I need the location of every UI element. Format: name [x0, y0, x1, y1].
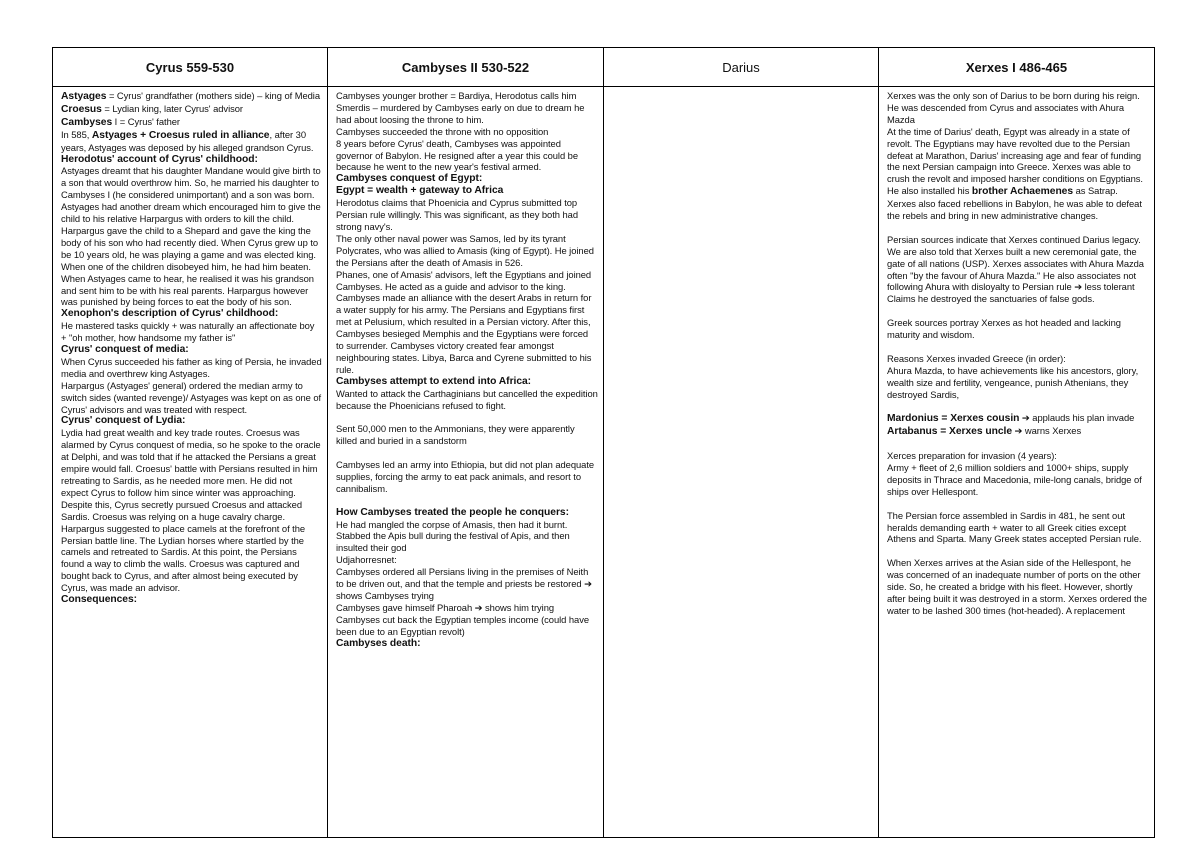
section-heading: Egypt = wealth + gateway to Africa [336, 185, 504, 197]
paragraph [336, 519, 598, 531]
cyrus-cell [53, 87, 328, 838]
spacer [887, 341, 1149, 353]
paragraph [887, 234, 1149, 294]
paragraph [887, 293, 1149, 305]
body-text: He mastered tasks quickly + was naturally an affectionate boy + "oh mother, how handsome my father is" [61, 320, 315, 344]
section-heading: Xenophon's description of Cyrus' childhood: [61, 308, 279, 320]
paragraph [336, 554, 598, 566]
section-heading: Herodotus' account of Cyrus' childhood: [61, 153, 258, 165]
paragraph [887, 510, 1149, 546]
header-cyrus: Cyrus 559-530 [53, 48, 328, 87]
paragraph [336, 126, 598, 138]
emphasis-text: Astyages + Croesus ruled in alliance [91, 129, 270, 141]
paragraph [336, 459, 598, 495]
paragraph [336, 269, 598, 376]
body-text: = Cyrus' grandfather (mothers side) – king of Media [106, 90, 321, 101]
body-text: Udjahorresnet: [336, 554, 397, 566]
paragraph [61, 380, 322, 416]
paragraph [61, 116, 322, 129]
paragraph [61, 320, 322, 344]
paragraph [336, 233, 598, 269]
section-heading: Cambyses conquest of Egypt: [336, 173, 483, 185]
paragraph [61, 129, 322, 154]
body-text: Harpargus (Astyages' general) ordered the median army to switch sides (wanted revenge)/ Astyages was kept on as one of Cyrus' advisors and was treated with respect. [61, 379, 322, 415]
body-text: He had mangled the corpse of Amasis, then had it burnt. [336, 518, 568, 530]
body-text: ➔ warns Xerxes [1012, 425, 1082, 437]
body-text: as Satrap. Xerxes also faced rebellions in Babylon, he was able to defeat the rebels and bring in new administrative changes. [887, 185, 1142, 222]
spacer [887, 545, 1149, 557]
body-text: Wanted to attack the Carthaginians but cancelled the expedition because the Phoenicians refused to fight. [336, 387, 598, 411]
paragraph [336, 197, 598, 233]
paragraph [61, 90, 322, 103]
body-text: ➔ applauds his plan invade [1019, 412, 1135, 424]
body-text: Herodotus claims that Phoenicia and Cyprus submitted top Persian rule willingly. This was significant, as they both had strong navy's. [336, 197, 578, 232]
body-text: The only other naval power was Samos, led by its tyrant Polycrates, who was allied to Amasis (king of Egypt). He joined the Persians after the death of Amasis in 526. [336, 232, 594, 268]
body-text: Cambyses led an army into Ethiopia, but did not plan adequate supplies, forcing the army to eat pack animals, and resort to cannibalism. [336, 459, 595, 494]
body-text: In 585, [61, 128, 92, 140]
body-text: At the time of Darius' death, Egypt was already in a state of revolt. The Egyptians may have revolted due to the Persian defeat at Marathon, Darius' increasing age and fear of funding the next Persian campaign into Greece. Xerxes was able to crush the revolt and imposed harsher conditions on Egyptians. He also installed his [887, 125, 1143, 197]
body-text: 8 years before Cyrus' death, Cambyses was appointed governor of Babylon. He resigned after a year this could be because he went to the new year's festival armed. [336, 137, 578, 173]
paragraph [336, 423, 598, 447]
section-heading: Cambyses death: [336, 637, 421, 649]
paragraph [336, 602, 598, 614]
body-text: Astyages dreamt that his daughter Mandane would give birth to a son that would overthrow him. So, he married his daughter to Cambyses I (he considered unimportant) and a son was born. Astyages had another dream which encouraged him to give the child to his relative Harpargus with orders to kill the child. Harpargus gave the child to a Shepard and gave the king the body of his son who had recently died. When Cyrus grew up to be 10 years old, he was playing a game and was elected king. When one of the children disobeyed him, he had him beaten. When Astyages came to hear, he realised it was his grandson and sent him to be with his real parents. Harpargus however was punished by being forces to eat the body of his son. [61, 165, 321, 308]
spacer [887, 438, 1149, 450]
body-text: Lydia had great wealth and key trade routes. Croesus was alarmed by Cyrus conquest of media, so he spoke to the oracle at Delphi, and was told that if he attacked the Persians a great empire would fall. Croesus' battle with Persians resulted in him retreating to Sardis, as he needed more men. He did not expect Cyrus to follow him since winter was approaching. Despite this, Cyrus secretly pursued Croesus and attacked Sardis. Croesus was relying on a huge cavalry charge. Harpargus suggested to place camels at the forefront of the Persian battle line. The Lydian horses where startled by the camels and retreated to Sardis. At this point, the Persians found a way to climb the walls. Croesus was captured and bought back to Cyrus, and after almost being executed by Cyrus, was made an advisor. [61, 427, 321, 594]
darius-cell [604, 87, 879, 838]
cambyses-column [329, 88, 602, 650]
paragraph [336, 530, 598, 554]
xerxes-cell [879, 87, 1155, 838]
cambyses-cell [328, 87, 604, 838]
paragraph [887, 317, 1149, 341]
body-text: Claims he destroyed the sanctuaries of false gods. [887, 293, 1095, 305]
body-text: Xerxes was the only son of Darius to be born during his reign. He was descended from Cyrus and associates with Ahura Mazda [887, 90, 1140, 125]
xerxes-column [880, 88, 1153, 617]
body-text: = Lydian king, later Cyrus' advisor [101, 102, 243, 114]
body-text: Reasons Xerxes invaded Greece (in order): [887, 352, 1066, 364]
emphasis-text: Cambyses [61, 116, 113, 128]
paragraph [61, 356, 322, 380]
paragraph [887, 365, 1149, 401]
emphasis-text: Mardonius = Xerxes cousin [887, 413, 1020, 425]
cyrus-column [54, 88, 326, 606]
paragraph [336, 90, 598, 126]
header-xerxes: Xerxes I 486-465 [879, 48, 1155, 87]
body-text: Army + fleet of 2,6 million soldiers and 1000+ ships, supply deposits in Thrace and Macedonia, mile-long canals, bridge of ships over Hellespont. [887, 462, 1142, 497]
body-text: The Persian force assembled in Sardis in 481, he sent out heralds demanding earth + water to all Greek cities except Athens and Sparta. Many Greek states accepted Persian rule. [887, 509, 1142, 545]
body-text: When Cyrus succeeded his father as king of Persia, he invaded media and overthrew king Astyages. [61, 355, 322, 379]
paragraph [887, 450, 1149, 462]
paragraph [336, 566, 598, 602]
paragraph [336, 388, 598, 412]
section-heading: Cyrus' conquest of Lydia: [61, 415, 186, 427]
content-row [53, 87, 1155, 838]
paragraph [336, 138, 598, 174]
body-text: Cambyses cut back the Egyptian temples income (could have been due to an Egyptian revolt) [336, 613, 590, 637]
notes-table [52, 47, 1155, 838]
emphasis-text: Croesus [61, 103, 102, 115]
body-text: Xerces preparation for invasion (4 years): [887, 450, 1057, 462]
body-text: Cambyses succeeded the throne with no opposition [336, 125, 549, 137]
body-text: , after 30 years, Astyages was deposed by his alleged grandson Cyrus. [61, 128, 314, 153]
header-darius: Darius [604, 48, 879, 87]
spacer [336, 495, 598, 507]
body-text: Cambyses younger brother = Bardiya, Herodotus calls him Smerdis – murdered by Cambyses early on due to dream he had about loosing the throne to him. [336, 90, 585, 125]
body-text: Persian sources indicate that Xerxes continued Darius legacy. We are also told that Xerxes built a new ceremonial gate, the gate of all nations (USP). Xerxes associates with Ahura Mazda often "by the favour of Ahura Mazda." He also associates not following Ahura with disloyalty to Persian rule ➔ less tolerant [887, 233, 1144, 293]
spacer [336, 447, 598, 459]
paragraph [336, 614, 598, 638]
body-text: Greek sources portray Xerxes as hot headed and lacking maturity and wisdom. [887, 317, 1121, 341]
body-text: When Xerxes arrives at the Asian side of the Hellespont, he was concerned of an inadequate number of ports on the other side. So, he created a bridge with his fleet. However, shortly after being built it was destroyed in a storm. Xerxes ordered the water to be lashed 300 times (hot-headed). A replacement [887, 557, 1147, 616]
emphasis-text: brother Achaemenes [971, 186, 1074, 198]
paragraph [61, 427, 322, 594]
body-text: Cambyses gave himself Pharoah ➔ shows him trying [336, 601, 555, 613]
body-text: Cambyses ordered all Persians living in the premises of Neith to be driven out, and that the temple and priests be restored ➔ shows Cambyses trying [336, 566, 592, 602]
spacer [336, 411, 598, 423]
spacer [887, 498, 1149, 510]
paragraph [887, 90, 1149, 126]
paragraph [887, 412, 1149, 425]
darius-column [605, 88, 877, 90]
body-text: Stabbed the Apis bull during the festival of Apis, and then insulted their god [336, 530, 570, 554]
body-text: Ahura Mazda, to have achievements like his ancestors, glory, wealth size and fertility, vengeance, punish Athenians, they destroyed Sardis, [887, 364, 1139, 400]
paragraph [887, 462, 1149, 498]
body-text: I = Cyrus' father [112, 115, 180, 127]
paragraph [887, 557, 1149, 617]
body-text: Phanes, one of Amasis' advisors, left the Egyptians and joined Cambyses. He acted as a guide and advisor to the king. Cambyses made an alliance with the desert Arabs in return for a water supply for his army. The Persians and Egyptians first met at Pelusium, which resulted in a Persian victory. After this, Cambyses besieged Memphis and the Egyptians were forced to surrender. Cambyses victory created fear amongst neighbouring states. Libya, Barca and Cyrene submitted to his rule. [336, 268, 592, 375]
spacer [887, 305, 1149, 317]
paragraph [61, 103, 322, 116]
section-heading: How Cambyses treated the people he conquers: [336, 506, 569, 518]
emphasis-text: Astyages [61, 91, 107, 102]
section-heading: Consequences: [61, 594, 138, 606]
paragraph [887, 126, 1149, 222]
header-cambyses: Cambyses II 530-522 [328, 48, 604, 87]
section-heading: Cyrus' conquest of media: [61, 344, 189, 356]
emphasis-text: Artabanus = Xerxes uncle [887, 426, 1012, 438]
spacer [887, 401, 1149, 413]
section-heading: Cambyses attempt to extend into Africa: [336, 375, 532, 387]
spacer [887, 222, 1149, 234]
header-row [53, 48, 1155, 87]
paragraph [887, 425, 1149, 438]
body-text: Sent 50,000 men to the Ammonians, they were apparently killed and buried in a sandstorm [336, 423, 575, 447]
paragraph [887, 353, 1149, 365]
paragraph [61, 165, 322, 308]
